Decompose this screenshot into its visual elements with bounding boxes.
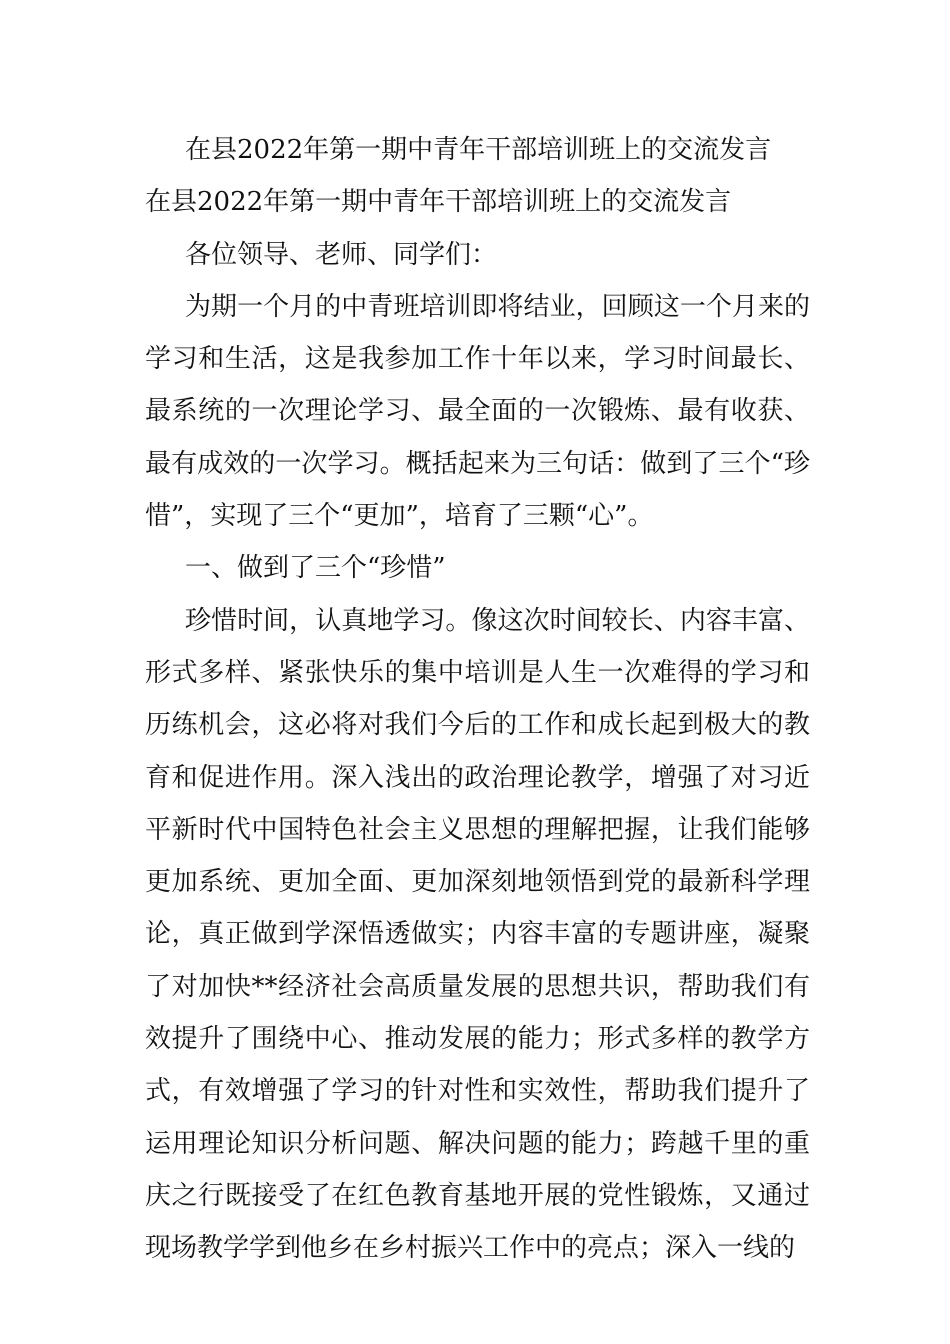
section-1-heading: 一、做到了三个“珍惜” bbox=[185, 553, 446, 584]
intro-paragraph: 为期一个月的中青班培训即将结业，回顾这一个月来的学习和生活，这是我参加工作十年以来，学习时间最长、最系统的一次理论学习、最全面的一次锻炼、最有收获、最有成效的一次学习。概括起来为三句话：做到了三个“珍惜”，实现了三个“更加”，培育了三颗“心”。 bbox=[145, 291, 810, 532]
salutation: 各位领导、老师、同学们： bbox=[185, 239, 498, 270]
section-1-paragraph: 珍惜时间，认真地学习。像这次时间较长、内容丰富、形式多样、紧张快乐的集中培训是人生一次难得的学习和历练机会，这必将对我们今后的工作和成长起到极大的教育和促进作用。深入浅出的政治理论教学，增强了对习近平新时代中国特色社会主义思想的理解把握，让我们能够更加系统、更加全面、更加深刻地领悟到党的最新科学理论，真正做到学深悟透做实；内容丰富的专题讲座，凝聚了对加快**经济社会高质量发展的思想共识，帮助我们有效提升了围绕中心、推动发展的能力；形式多样的教学方式，有效增强了学习的针对性和实效性，帮助我们提升了运用理论知识分析问题、解决问题的能力；跨越千里的重庆之行既接受了在红色教育基地开展的党性锻炼，又通过现场教学学到他乡在乡村振兴工作中的亮点；深入一线的 bbox=[145, 605, 810, 1264]
document-title-indented: 在县2022年第一期中青年干部培训班上的交流发言 bbox=[185, 135, 772, 165]
document-body bbox=[145, 124, 810, 1275]
document-title: 在县2022年第一期中青年干部培训班上的交流发言 bbox=[145, 187, 732, 218]
